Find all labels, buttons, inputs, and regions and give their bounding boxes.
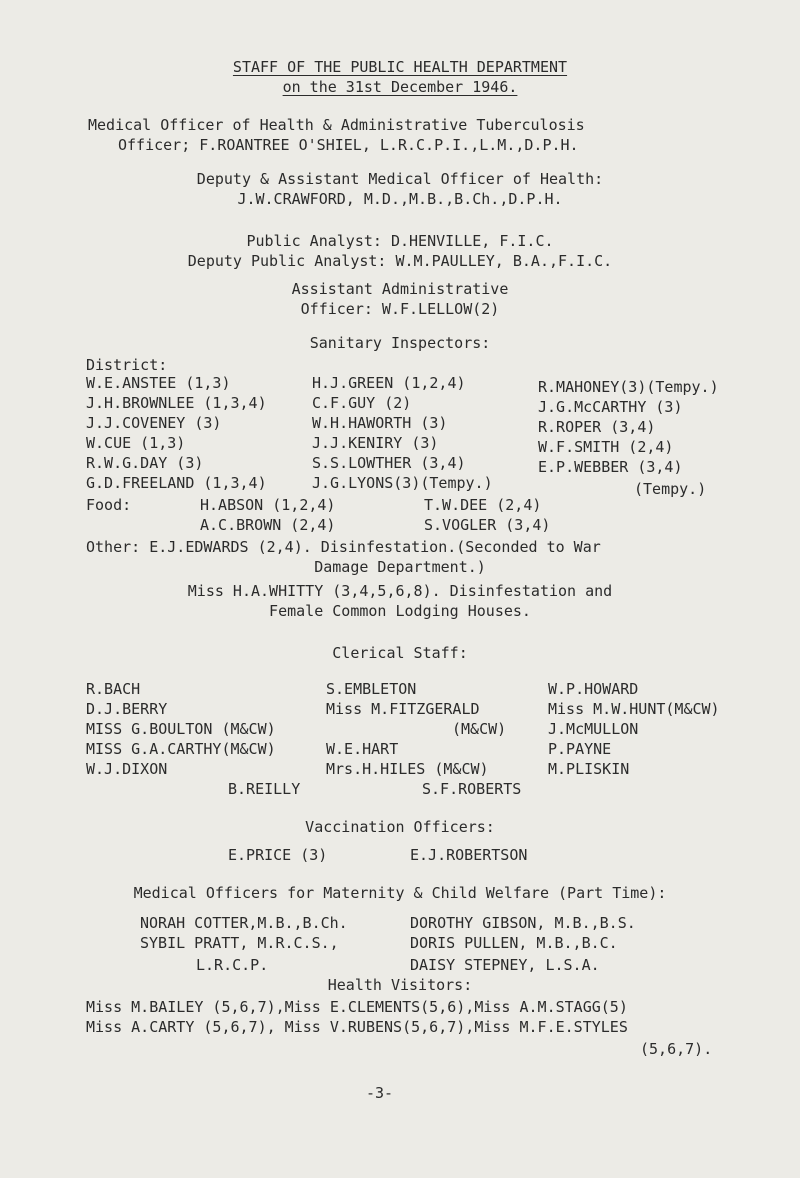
mcw-title: Medical Officers for Maternity & Child Welfare (Part Time): [133,884,667,902]
clerical-col2-item: Miss M.FITZGERALD [326,700,480,718]
clerical-col2-item: S.EMBLETON [326,680,417,698]
page-number: -3- [366,1084,394,1102]
sanitary-col2-item: J.J.KENIRY (3) [312,434,439,452]
moh-title: Medical Officer of Health & Administrative Tuberculosis [88,116,585,134]
clerical-col3-item: M.PLISKIN [548,760,630,778]
other-line: Miss H.A.WHITTY (3,4,5,6,8). Disinfestation and [187,582,613,600]
sanitary-col1-item: J.J.COVENEY (3) [86,414,222,432]
clerical-col3-item: P.PAYNE [548,740,612,758]
mcw-right-item: DORIS PULLEN, M.B.,B.C. [410,934,618,952]
deputy-name: J.W.CRAWFORD, M.D.,M.B.,B.Ch.,D.P.H. [237,190,563,208]
mcw-left-item: NORAH COTTER,M.B.,B.Ch. [140,914,348,932]
sanitary-col2-item: S.S.LOWTHER (3,4) [312,454,466,472]
sanitary-col1-item: J.H.BROWNLEE (1,3,4) [86,394,267,412]
admin-title: Assistant Administrative [291,280,509,298]
clerical-last-item: S.F.ROBERTS [422,780,522,798]
heading-date: on the 31st December 1946. [282,78,518,96]
mcw-right-item: DAISY STEPNEY, L.S.A. [410,956,600,974]
clerical-col3-item: J.McMULLON [548,720,639,738]
moh-name: Officer; F.ROANTREE O'SHIEL, L.R.C.P.I.,L.M.,D.P.H. [118,136,579,154]
food-item: H.ABSON (1,2,4) [200,496,336,514]
heading-title: STAFF OF THE PUBLIC HEALTH DEPARTMENT [232,58,568,76]
sanitary-col1-item: W.CUE (1,3) [86,434,186,452]
deputy-title: Deputy & Assistant Medical Officer of Health: [196,170,604,188]
clerical-last-item: B.REILLY [228,780,301,798]
clerical-col1-item: MISS G.BOULTON (M&CW) [86,720,276,738]
visitors-title: Health Visitors: [327,976,473,994]
sanitary-col3-item: W.F.SMITH (2,4) [538,438,674,456]
mcw-left-item: L.R.C.P. [196,956,269,974]
clerical-col1-item: R.BACH [86,680,141,698]
food-item: A.C.BROWN (2,4) [200,516,336,534]
vaccination-officer: E.PRICE (3) [228,846,328,864]
clerical-col1-item: W.J.DIXON [86,760,168,778]
sanitary-title: Sanitary Inspectors: [309,334,491,352]
mcw-right-item: DOROTHY GIBSON, M.B.,B.S. [410,914,636,932]
other-line: Female Common Lodging Houses. [269,602,531,620]
vaccination-title: Vaccination Officers: [305,818,495,836]
sanitary-col1-item: G.D.FREELAND (1,3,4) [86,474,267,492]
public-analyst: Public Analyst: D.HENVILLE, F.I.C. [246,232,554,250]
sanitary-col3-item: R.MAHONEY(3)(Tempy.) [538,378,719,396]
clerical-col1-item: MISS G.A.CARTHY(M&CW) [86,740,276,758]
mcw-left-item: SYBIL PRATT, M.R.C.S., [140,934,339,952]
clerical-col2-item: (M&CW) [452,720,507,738]
sanitary-col2-item: J.G.LYONS(3)(Tempy.) [312,474,493,492]
other-line: Damage Department.) [314,558,486,576]
clerical-col1-item: D.J.BERRY [86,700,168,718]
sanitary-col3-item: R.ROPER (3,4) [538,418,656,436]
clerical-col2-item: W.E.HART [326,740,399,758]
district-label: District: [86,356,168,374]
sanitary-col2-item: H.J.GREEN (1,2,4) [312,374,466,392]
food-item: S.VOGLER (3,4) [424,516,551,534]
sanitary-col3-item: J.G.McCARTHY (3) [538,398,683,416]
clerical-col3-item: W.P.HOWARD [548,680,639,698]
clerical-col3-item: Miss M.W.HUNT(M&CW) [548,700,720,718]
vaccination-officer: E.J.ROBERTSON [410,846,528,864]
food-label: Food: [86,496,132,514]
sanitary-col3-item: (Tempy.) [634,480,707,498]
other-line: Other: E.J.EDWARDS (2,4). Disinfestation.(Seconded to War [86,538,601,556]
sanitary-col2-item: C.F.GUY (2) [312,394,412,412]
sanitary-col1-item: R.W.G.DAY (3) [86,454,204,472]
admin-name: Officer: W.F.LELLOW(2) [300,300,500,318]
clerical-title: Clerical Staff: [332,644,468,662]
visitors-line: Miss A.CARTY (5,6,7), Miss V.RUBENS(5,6,7),Miss M.F.E.STYLES [86,1018,628,1036]
visitors-line: Miss M.BAILEY (5,6,7),Miss E.CLEMENTS(5,6),Miss A.M.STAGG(5) [86,998,628,1016]
sanitary-col3-item: E.P.WEBBER (3,4) [538,458,683,476]
clerical-col2-item: Mrs.H.HILES (M&CW) [326,760,489,778]
deputy-public-analyst: Deputy Public Analyst: W.M.PAULLEY, B.A.,F.I.C. [187,252,613,270]
sanitary-col1-item: W.E.ANSTEE (1,3) [86,374,231,392]
food-item: T.W.DEE (2,4) [424,496,542,514]
sanitary-col2-item: W.H.HAWORTH (3) [312,414,448,432]
visitors-line: (5,6,7). [640,1040,713,1058]
